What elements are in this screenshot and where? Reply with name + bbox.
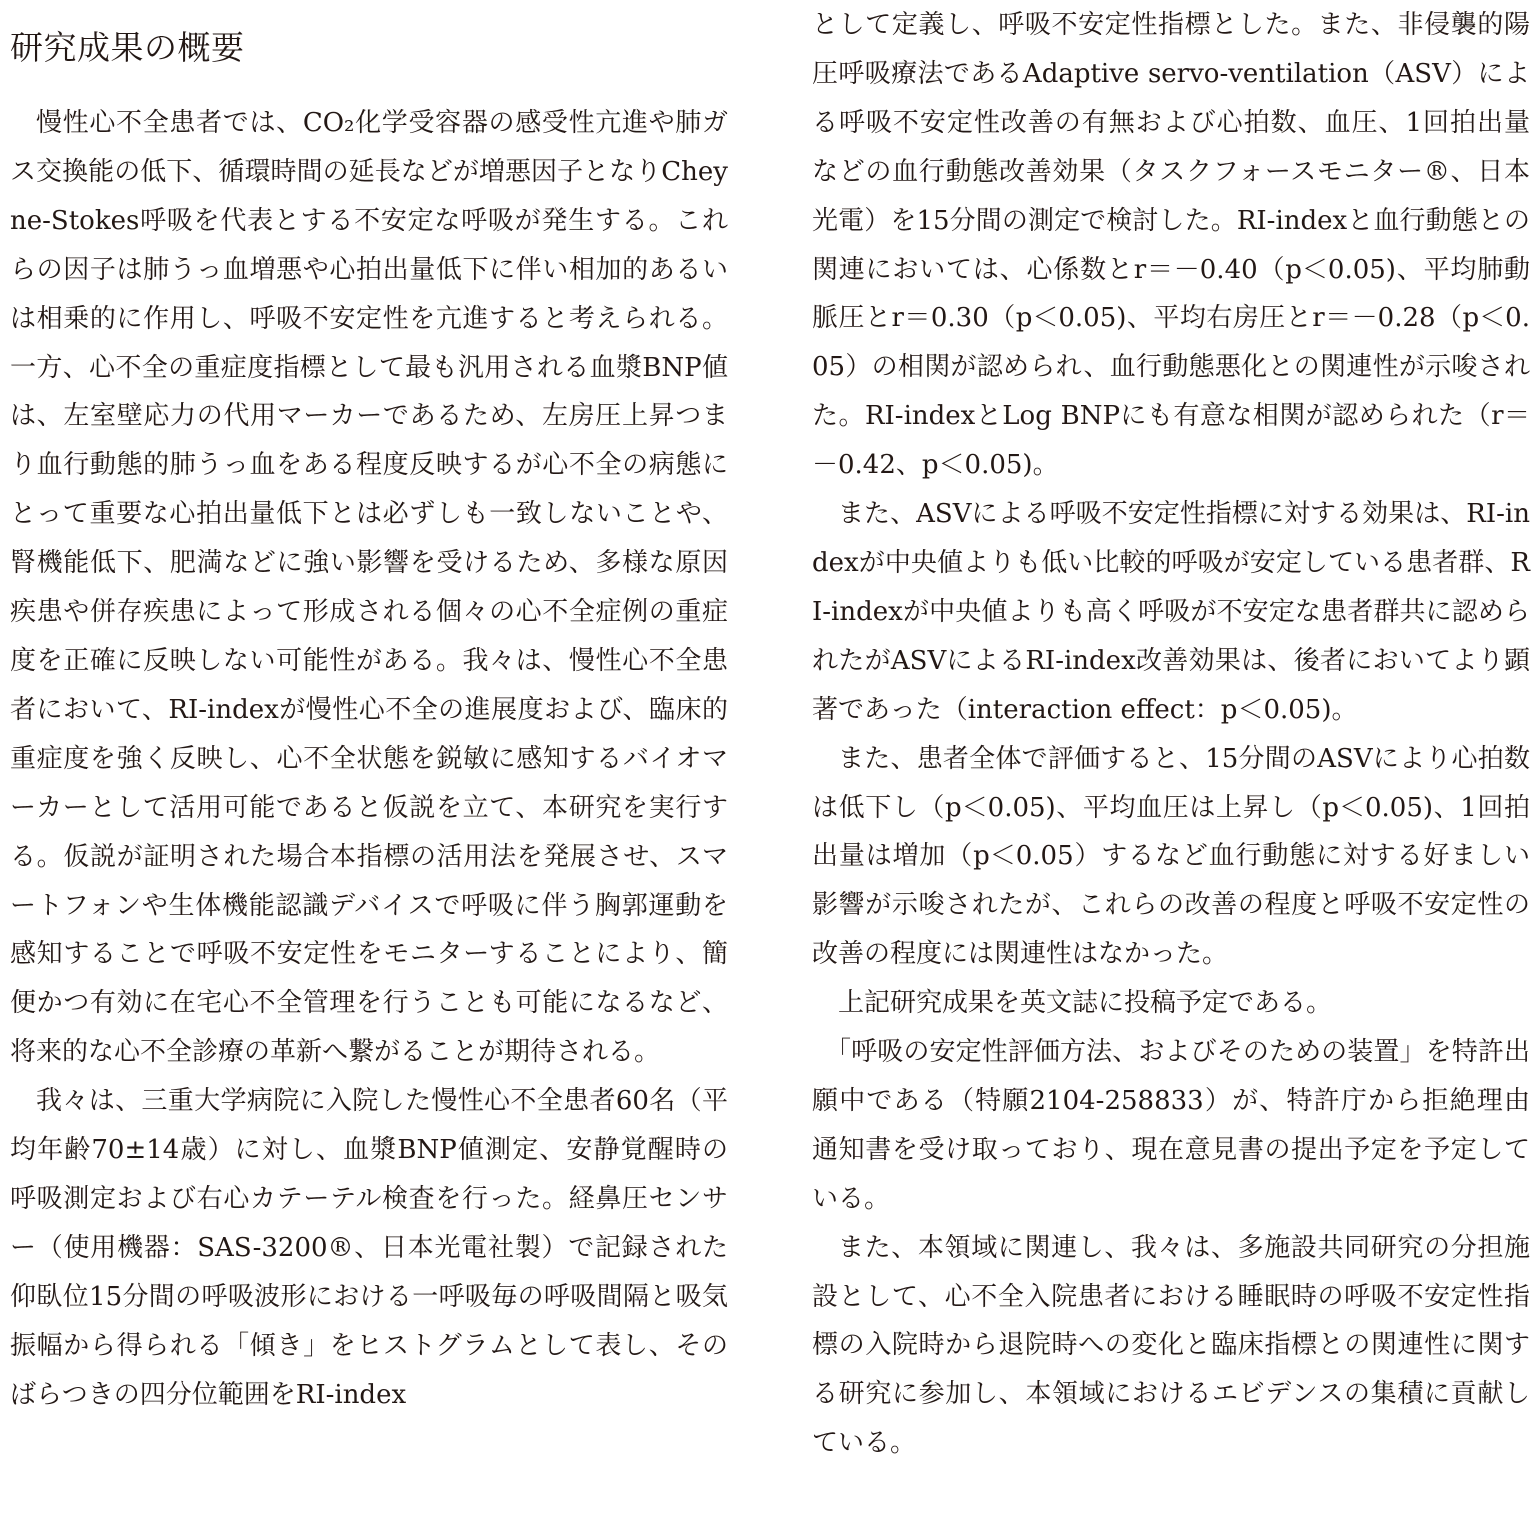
paragraph-hemodynamics: また、患者全体で評価すると、15分間のASVにより心拍数は低下し（p＜0.05)、平均血圧は上昇し（p＜0.05)、1回拍出量は増加（p＜0.05）するなど血行動態に対する好ましい影響が示唆されたが、これらの改善の程度と呼吸不安定性の改善の程度には関連性はなかった。 bbox=[812, 743, 1530, 970]
section-heading: 研究成果の概要 bbox=[10, 28, 245, 67]
paragraph-background: 慢性心不全患者では、CO₂化学受容器の感受性亢進や肺ガス交換能の低下、循環時間の延長などが増悪因子となりCheyne-Stokes呼吸を代表とする不安定な呼吸が発生する。これらの因子は肺うっ血増悪や心拍出量低下に伴い相加的あるいは相乗的に作用し、呼吸不安定性を亢進すると考えられる。一方、心不全の重症度指標として最も汎用される血漿BNP値は、左室壁応力の代用マーカーであるため、左房圧上昇つまり血行動態的肺うっ血をある程度反映するが心不全の病態にとって重要な心拍出量低下とは必ずしも一致しないことや、腎機能低下、肥満などに強い影響を受けるため、多様な原因疾患や併存疾患によって形成される個々の心不全症例の重症度を正確に反映しない可能性がある。我々は、慢性心不全患者において、RI-indexが慢性心不全の進展度および、臨床的重症度を強く反映し、心不全状態を鋭敏に感知するバイオマーカーとして活用可能であると仮説を立て、本研究を実行する。仮説が証明された場合本指標の活用法を発展させ、スマートフォンや生体機能認識デバイスで呼吸に伴う胸郭運動を感知することで呼吸不安定性をモニターすることにより、簡便かつ有効に在宅心不全管理を行うことも可能になるなど、将来的な心不全診療の革新へ繋がることが期待される。 bbox=[10, 108, 728, 1068]
paragraph-multicenter-study: また、本領域に関連し、我々は、多施設共同研究の分担施設として、心不全入院患者における睡眠時の呼吸不安定性指標の入院時から退院時への変化と臨床指標との関連性に関する研究に参加し、本領域におけるエビデンスの集積に貢献している。 bbox=[812, 1232, 1530, 1459]
paragraph-methods: 我々は、三重大学病院に入院した慢性心不全患者60名（平均年齢70±14歳）に対し、血漿BNP値測定、安静覚醒時の呼吸測定および右心カテーテル検査を行った。経鼻圧センサー（使用機器：SAS-3200®、日本光電社製）で記録された仰臥位15分間の呼吸波形における一呼吸毎の呼吸間隔と吸気振幅から得られる「傾き」をヒストグラムとして表し、そのばらつきの四分位範囲をRI-index bbox=[10, 1086, 728, 1410]
paragraph-methods-continued: として定義し、呼吸不安定性指標とした。また、非侵襲的陽圧呼吸療法であるAdaptive servo-ventilation（ASV）による呼吸不安定性改善の有無および心拍数、血圧、1回拍出量などの血行動態改善効果（タスクフォースモニター®、日本光電）を15分間の測定で検討した。RI-indexと血行動態との関連においては、心係数とr＝－0.40（p＜0.05)、平均肺動脈圧とr＝0.30（p＜0.05)、平均右房圧とr＝－0.28（p＜0.05）の相関が認められ、血行動態悪化との関連性が示唆された。RI-indexとLog BNPにも有意な相関が認められた（r＝－0.42、p＜0.05)。 bbox=[812, 10, 1530, 481]
left-column bbox=[10, 99, 728, 1419]
paragraph-patent: 「呼吸の安定性評価方法、およびそのための装置」を特許出願中である（特願2104-258833）が、特許庁から拒絶理由通知書を受け取っており、現在意見書の提出予定を予定している。 bbox=[812, 1037, 1530, 1214]
paragraph-publication-plan: 上記研究成果を英文誌に投稿予定である。 bbox=[838, 988, 1333, 1019]
paragraph-asv-effect: また、ASVによる呼吸不安定性指標に対する効果は、RI-indexが中央値よりも低い比較的呼吸が安定している患者群、RI-indexが中央値よりも高く呼吸が不安定な患者群共に認められたがASVによるRI-index改善効果は、後者においてより顕著であった（interaction effect：p＜0.05)。 bbox=[812, 499, 1530, 725]
right-column bbox=[812, 1, 1530, 1468]
